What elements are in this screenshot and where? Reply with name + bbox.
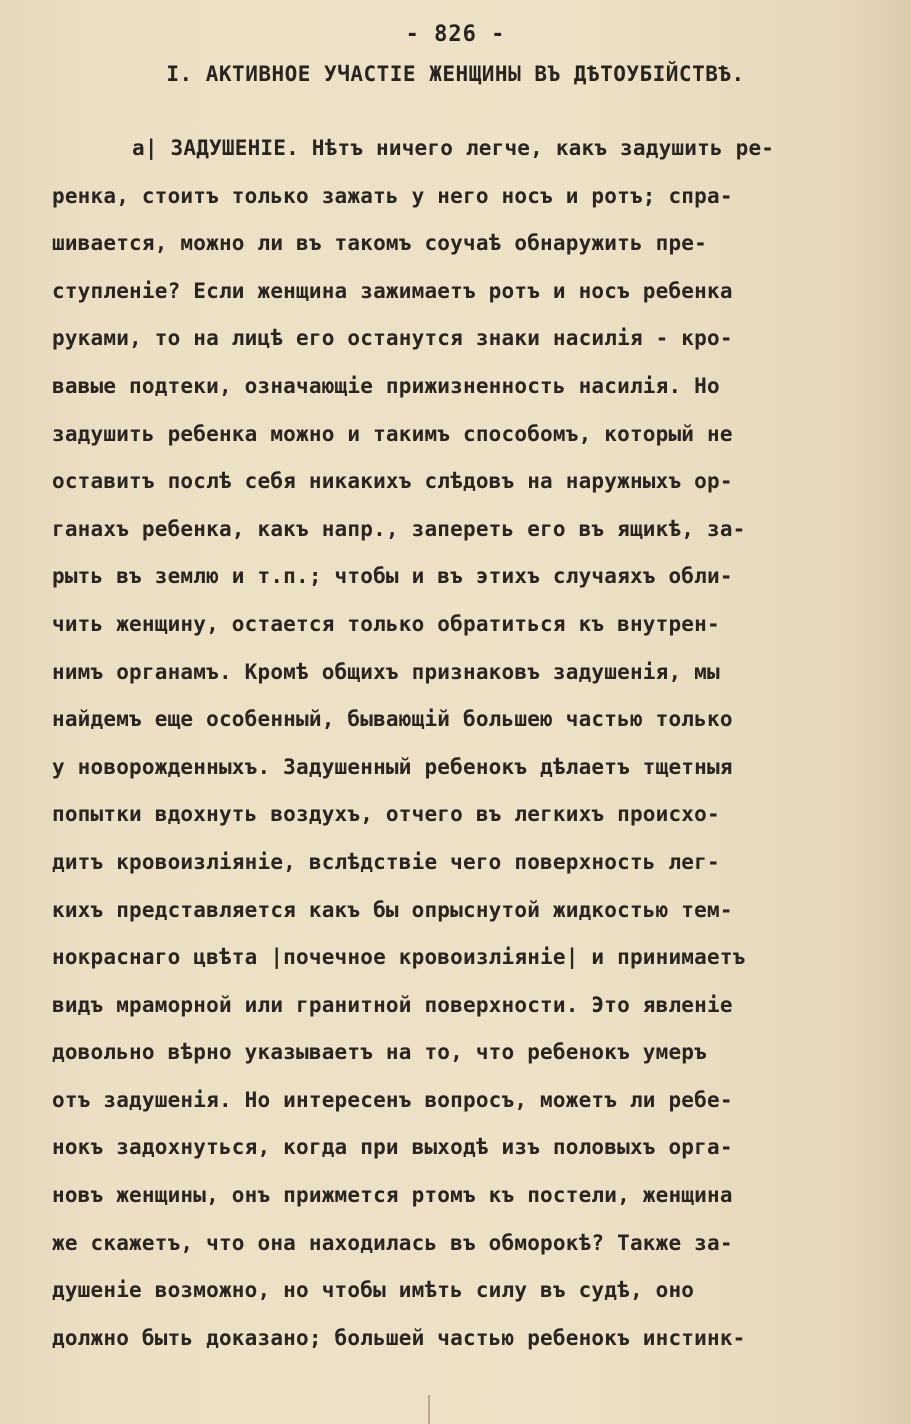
text-line: найдемъ еще особенный, бывающій большею частью только: [52, 707, 733, 732]
text-line: новъ женщины, онъ прижмется ртомъ къ постели, женщина: [52, 1183, 733, 1208]
text-line: нокъ задохнуться, когда при выходѣ изъ половыхъ орга-: [52, 1135, 733, 1160]
text-line: рыть въ землю и т.п.; чтобы и въ этихъ случаяхъ обли-: [52, 564, 733, 589]
text-line: ганахъ ребенка, какъ напр., запереть его въ ящикѣ, за-: [52, 516, 746, 541]
text-line: видъ мраморной или гранитной поверхности. Это явленіе: [52, 992, 733, 1017]
text-line: душеніе возможно, но чтобы имѣть силу въ судѣ, оно: [52, 1278, 695, 1303]
text-line: дитъ кровоизліяніе, вслѣдствіе чего поверхность лег-: [52, 849, 720, 874]
text-line: а| ЗАДУШЕНІЕ. Нѣтъ ничего легче, какъ задушить ре-: [132, 136, 775, 160]
text-line: ступленіе? Если женщина зажимаетъ ротъ и носъ ребенка: [52, 278, 733, 303]
text-line: ренка, стоитъ только зажать у него носъ и ротъ; спра-: [52, 183, 733, 208]
text-line: у новорожденныхъ. Задушенный ребенокъ дѣлаетъ тщетныя: [52, 754, 733, 779]
text-line: задушить ребенка можно и такимъ способомъ, который не: [52, 421, 733, 446]
text-line: кихъ представляется какъ бы опрыснутой жидкостью тем-: [52, 897, 733, 922]
page-number: - 826 -: [405, 22, 506, 47]
text-line: шивается, можно ли въ такомъ соучаѣ обнаружить пре-: [52, 231, 707, 256]
text-line: довольно вѣрно указываетъ на то, что ребенокъ умеръ: [52, 1040, 707, 1065]
text-line: же скажетъ, что она находилась въ обморокѣ? Также за-: [52, 1230, 733, 1255]
text-line: вавые подтеки, означающіе прижизненность насилія. Но: [52, 373, 720, 398]
text-line: отъ задушенія. Но интересенъ вопросъ, можетъ ли ребе-: [52, 1087, 733, 1112]
text-line: руками, то на лицѣ его останутся знаки насилія - кро-: [52, 326, 733, 351]
page-crease: [428, 1395, 430, 1424]
text-line: нимъ органамъ. Кромѣ общихъ признаковъ задушенія, мы: [52, 659, 720, 684]
text-line: чить женщину, остается только обратиться къ внутрен-: [52, 611, 720, 636]
text-line: оставитъ послѣ себя никакихъ слѣдовъ на наружныхъ ор-: [52, 469, 733, 494]
page-edge-shadow: [851, 0, 911, 1424]
section-heading: I. АКТИВНОЕ УЧАСТІЕ ЖЕНЩИНЫ ВЪ ДѢТОУБІЙСТВѢ.: [166, 62, 745, 86]
text-line: должно быть доказано; большей частью ребенокъ инстинк-: [52, 1325, 746, 1350]
text-line: попытки вдохнуть воздухъ, отчего въ легкихъ происхо-: [52, 802, 720, 827]
text-line: нокраснаго цвѣта |почечное кровоизліяніе| и принимаетъ: [52, 945, 746, 970]
body-text: [52, 132, 852, 1369]
